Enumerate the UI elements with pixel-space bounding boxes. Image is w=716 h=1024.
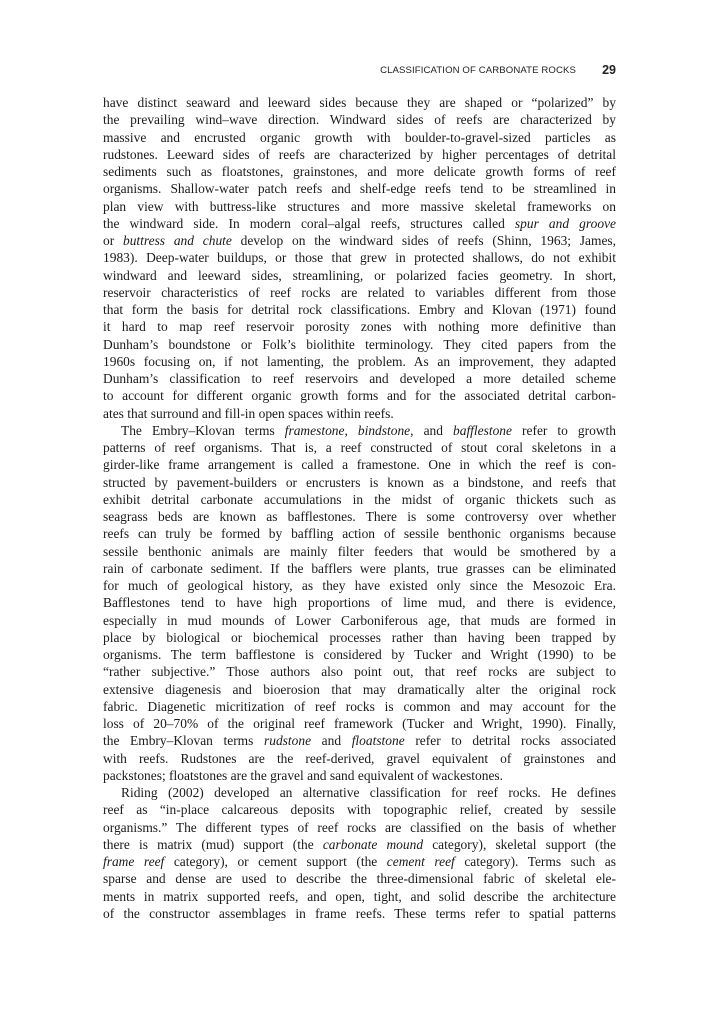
text-run: for much of geological history, as they have existed only since the Mesozoic Era. xyxy=(103,578,616,593)
text-line xyxy=(103,491,616,508)
text-run: or xyxy=(103,233,123,248)
italic-term: carbonate mound xyxy=(322,836,424,852)
text-run: The Embry–Klovan terms xyxy=(121,422,285,438)
text-line xyxy=(103,646,616,663)
text-run: rudstones. Leeward sides of reefs are characterized by higher percentages of detrital xyxy=(103,146,616,162)
italic-term: floatstone xyxy=(351,733,405,749)
text-line xyxy=(103,543,616,560)
text-line xyxy=(103,594,616,611)
text-line xyxy=(103,198,616,215)
text-line xyxy=(103,732,616,749)
text-line xyxy=(103,629,616,646)
italic-term: bafflestone xyxy=(453,422,512,438)
text-line xyxy=(103,715,616,732)
text-run: ates that surround and fill-in open spaces within reefs. xyxy=(103,405,394,421)
text-run: ments in matrix supported reefs, and open, tight, and solid describe the architecture xyxy=(103,888,616,904)
text-run: packstones; floatstones are the gravel and sand equivalent of wackestones. xyxy=(103,767,504,783)
paragraph xyxy=(103,422,616,784)
text-line xyxy=(103,284,616,301)
text-run: plan view with buttress-like structures and more massive skeletal frameworks on xyxy=(103,198,616,214)
text-run: 1960s focusing on, if not lamenting, the problem. As an improvement, they adapted xyxy=(103,353,616,369)
text-run: organisms. The term bafflestone is considered by Tucker and Wright (1990) to be xyxy=(103,647,616,662)
text-run: organisms.” The different types of reef rocks are classified on the basis of whether xyxy=(103,819,616,835)
text-line xyxy=(103,387,616,404)
text-line xyxy=(103,767,616,784)
text-line xyxy=(103,129,616,146)
text-run: place by biological or biochemical processes rather than having been trapped by xyxy=(103,629,616,645)
text-line xyxy=(103,215,616,232)
text-line xyxy=(103,750,616,767)
text-run: and xyxy=(311,733,352,749)
text-line xyxy=(103,111,616,128)
text-line xyxy=(103,508,616,525)
italic-term: bindstone xyxy=(357,422,411,438)
text-line xyxy=(103,560,616,577)
text-run: it hard to map reef reservoir porosity zones with nothing more definitive than xyxy=(103,319,616,335)
text-run: reef as “in-place calcareous deposits with topographic relief, created by sessile xyxy=(103,802,616,818)
text-line xyxy=(103,146,616,163)
text-line xyxy=(103,663,616,680)
text-run: the Embry–Klovan terms xyxy=(103,733,264,749)
body-text xyxy=(103,94,616,922)
italic-term: buttress and chute xyxy=(122,233,232,248)
text-line xyxy=(103,370,616,387)
text-run: category), skeletal support (the xyxy=(423,836,616,852)
text-line xyxy=(103,836,616,853)
text-run: develop on the windward sides of reefs (Shinn, 1963; James, xyxy=(231,233,616,248)
text-line xyxy=(103,577,616,594)
text-line xyxy=(103,163,616,180)
text-run: the prevailing wind–wave direction. Windward sides of reefs are characterized by xyxy=(103,112,616,128)
text-run: refer to detrital rocks associated xyxy=(404,733,617,749)
italic-term: rudstone xyxy=(264,733,312,749)
text-line xyxy=(103,784,616,801)
text-line xyxy=(103,318,616,335)
text-line xyxy=(103,180,616,197)
text-run: loss of 20–70% of the original reef framework (Tucker and Wright, 1990). Finally, xyxy=(103,716,616,731)
text-line xyxy=(103,853,616,870)
text-line xyxy=(103,353,616,370)
text-run: organisms. Shallow-water patch reefs and shelf-edge reefs tend to be streamlined in xyxy=(103,181,616,197)
text-run: 1983). Deep-water buildups, or those that grew in protected shallows, do not exhibit xyxy=(103,250,616,266)
text-run: refer to growth xyxy=(511,422,617,438)
running-title: CLASSIFICATION OF CARBONATE ROCKS xyxy=(380,65,576,76)
text-run: to account for different organic growth forms and for the associated detrital carbon- xyxy=(103,388,616,404)
text-run: with reefs. Rudstones are the reef-derived, gravel equivalent of grainstones and xyxy=(103,750,616,766)
text-run: Bafflestones tend to have high proportions of lime mud, and there is evidence, xyxy=(103,595,616,611)
text-run: sparse and dense are used to describe the three-dimensional fabric of skeletal ele- xyxy=(103,871,616,887)
text-line xyxy=(103,249,616,266)
text-line xyxy=(103,267,616,284)
text-run: seagrass beds are known as bafflestones. There is some controversy over whether xyxy=(103,509,616,524)
text-run: “rather subjective.” Those authors also point out, that reef rocks are subject to xyxy=(103,664,616,680)
paragraph xyxy=(103,784,616,922)
text-run: Dunham’s boundstone or Folk’s biolithite terminology. They cited papers from the xyxy=(103,336,616,352)
text-run: fabric. Diagenetic micritization of reef rocks is common and may account for the xyxy=(103,698,616,714)
text-run: exhibit detrital carbonate accumulations in the midst of organic thickets such as xyxy=(103,491,616,507)
text-line xyxy=(103,870,616,887)
text-run: there is matrix (mud) support (the xyxy=(103,836,323,852)
text-run: that form the basis for detrital rock classifications. Embry and Klovan (1971) found xyxy=(103,302,616,317)
text-run: massive and encrusted organic growth with boulder-to-gravel-sized particles as xyxy=(103,129,616,145)
text-line xyxy=(103,819,616,836)
text-line xyxy=(103,422,616,439)
text-line xyxy=(103,698,616,715)
running-header xyxy=(103,63,616,79)
text-line xyxy=(103,474,616,491)
text-line xyxy=(103,681,616,698)
text-run: category), or cement support (the xyxy=(164,854,387,869)
text-line xyxy=(103,336,616,353)
text-line xyxy=(103,94,616,111)
paragraph xyxy=(103,94,616,422)
text-run: windward and leeward sides, streamlining, or polarized facies geometry. In short, xyxy=(103,267,616,283)
text-run: reservoir characteristics of reef rocks are related to variables different from those xyxy=(103,284,616,300)
text-run: the windward side. In modern coral–algal reefs, structures called xyxy=(103,215,515,231)
italic-term: framestone xyxy=(284,422,345,438)
text-line xyxy=(103,801,616,818)
text-line xyxy=(103,405,616,422)
text-line xyxy=(103,301,616,318)
text-run: patterns of reef organisms. That is, a reef constructed of stout coral skeletons in a xyxy=(103,440,616,455)
text-run: sediments such as floatstones, grainstones, and more delicate growth forms of reef xyxy=(103,164,616,179)
page-number: 29 xyxy=(602,63,616,77)
italic-term: spur and groove xyxy=(514,215,617,231)
text-run: of the constructor assemblages in frame reefs. These terms refer to spatial patterns xyxy=(103,905,616,921)
italic-term: frame reef xyxy=(103,854,165,869)
text-run: extensive diagenesis and bioerosion that may dramatically alter the original rock xyxy=(103,681,616,697)
text-run: Riding (2002) developed an alternative classification for reef rocks. He defines xyxy=(121,785,616,800)
text-line xyxy=(103,905,616,922)
text-run: sessile benthonic animals are mainly filter feeders that would be smothered by a xyxy=(103,543,616,559)
text-line xyxy=(103,439,616,456)
text-line xyxy=(103,612,616,629)
text-run: structed by pavement-builders or encrusters is known as a bindstone, and reefs that xyxy=(103,474,616,490)
text-run: especially in mud mounds of Lower Carboniferous age, that muds are formed in xyxy=(103,612,616,628)
text-run: , and xyxy=(410,422,454,438)
text-line xyxy=(103,525,616,542)
text-run: reefs can truly be formed by baffling action of sessile benthonic organisms because xyxy=(103,526,616,542)
text-run: girder-like frame arrangement is called a framestone. One in which the reef is con- xyxy=(103,457,616,473)
text-line xyxy=(103,232,616,249)
text-line xyxy=(103,888,616,905)
text-run: rain of carbonate sediment. If the bafflers were plants, true grasses can be eliminated xyxy=(103,560,616,576)
text-run: category). Terms such as xyxy=(454,854,616,869)
italic-term: cement reef xyxy=(386,854,455,869)
text-run: , xyxy=(344,422,358,438)
text-run: have distinct seaward and leeward sides because they are shaped or “polarized” by xyxy=(103,95,616,110)
text-run: Dunham’s classification to reef reservoirs and developed a more detailed scheme xyxy=(103,371,616,386)
text-line xyxy=(103,456,616,473)
